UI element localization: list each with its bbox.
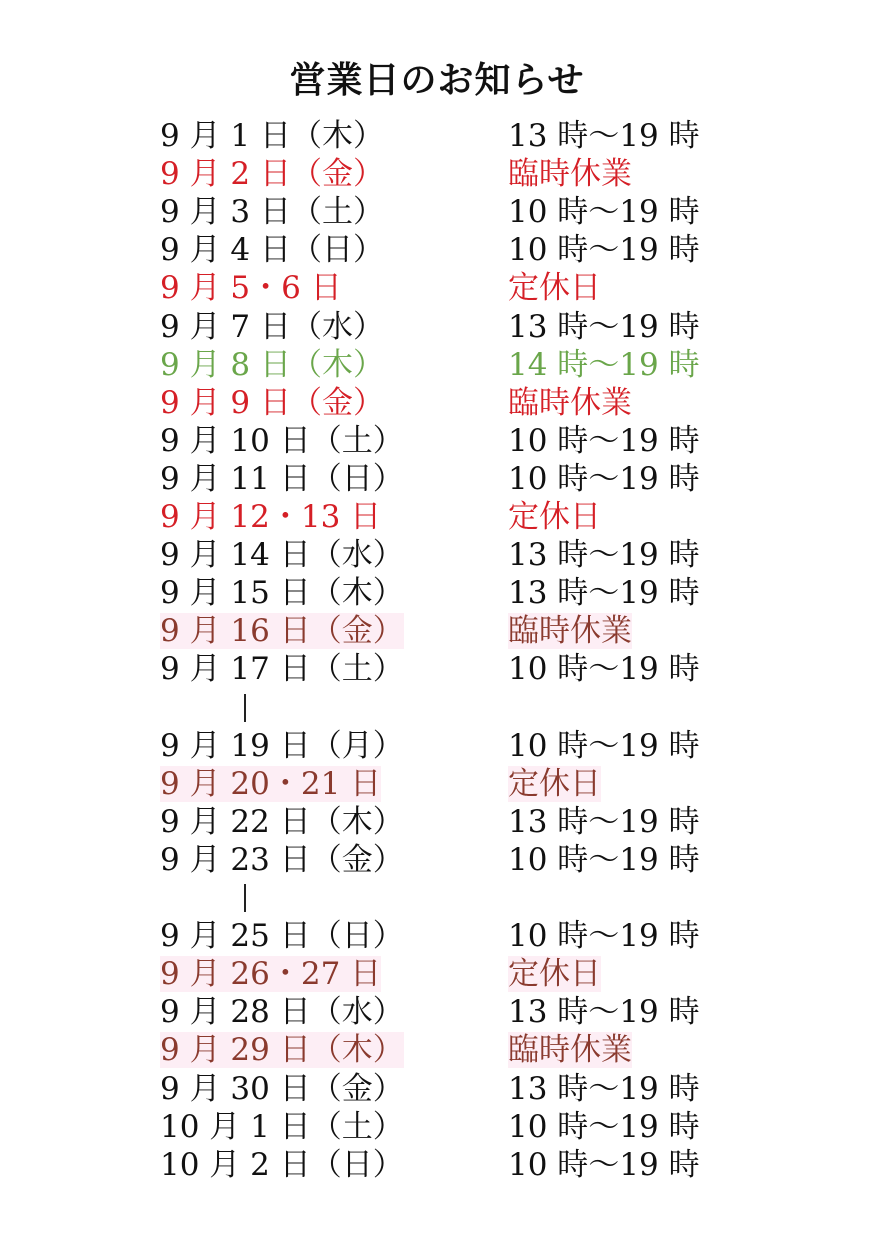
schedule-hours: 13 時〜19 時: [508, 994, 700, 1031]
schedule-date: 9 月 12・13 日: [160, 499, 382, 535]
schedule-row: [0, 994, 874, 1032]
schedule-row: [0, 918, 874, 956]
schedule-date: 9 月 10 日（土）: [160, 422, 404, 459]
schedule-hours: 10 時〜19 時: [508, 727, 700, 764]
schedule-row: [0, 423, 874, 461]
schedule-row: [0, 1147, 874, 1185]
schedule-date: 9 月 20・21 日: [160, 765, 382, 802]
schedule-hours: 定休日: [508, 270, 601, 307]
schedule-hours: 10 時〜19 時: [508, 422, 700, 459]
schedule-date: 9 月 23 日（金）: [160, 841, 404, 878]
schedule-date: 9 月 4 日（日）: [160, 232, 385, 269]
schedule-date: 9 月 9 日（金）: [160, 384, 385, 421]
schedule-row: [0, 728, 874, 766]
schedule-hours: 定休日: [508, 765, 601, 802]
schedule-date: 9 月 7 日（水）: [160, 308, 385, 345]
schedule-hours: 13 時〜19 時: [508, 308, 700, 345]
schedule-date: 9 月 26・27 日: [160, 956, 382, 993]
schedule-date: 9 月 22 日（木）: [160, 803, 404, 840]
schedule-date: 9 月 25 日（日）: [160, 918, 404, 955]
schedule-row: [0, 461, 874, 499]
schedule-date: 9 月 1 日（木）: [160, 118, 385, 154]
schedule-date: 9 月 3 日（土）: [160, 194, 385, 231]
schedule-hours: 10 時〜19 時: [508, 1108, 700, 1145]
schedule-hours: 13 時〜19 時: [508, 1070, 700, 1107]
schedule-hours: 10 時〜19 時: [508, 194, 700, 231]
page-title: 営業日のお知らせ: [289, 59, 585, 101]
schedule-hours: 10 時〜19 時: [508, 918, 700, 955]
schedule-hours: 定休日: [508, 499, 601, 535]
schedule-row: [0, 385, 874, 423]
schedule-row: [0, 156, 874, 194]
schedule-row: [0, 651, 874, 689]
schedule-hours: 臨時休業: [508, 384, 632, 421]
schedule-row: [0, 575, 874, 613]
schedule-date: 9 月 2 日（金）: [160, 156, 385, 193]
schedule-date: 9 月 8 日（木）: [160, 346, 385, 383]
schedule-row: [0, 270, 874, 308]
schedule-row: [0, 118, 874, 156]
schedule-row: [0, 194, 874, 232]
schedule-hours: 13 時〜19 時: [508, 803, 700, 840]
schedule-hours: 10 時〜19 時: [508, 460, 700, 497]
schedule-hours: 10 時〜19 時: [508, 651, 700, 688]
schedule-hours: 14 時〜19 時: [508, 346, 700, 383]
schedule-date: 9 月 11 日（日）: [160, 460, 404, 497]
date-range-separator: [0, 690, 874, 728]
schedule-row: [0, 842, 874, 880]
schedule-date: 9 月 30 日（金）: [160, 1070, 404, 1107]
schedule-row: [0, 537, 874, 575]
schedule-date: 9 月 28 日（水）: [160, 994, 404, 1031]
schedule-hours: 10 時〜19 時: [508, 841, 700, 878]
schedule-hours: 定休日: [508, 956, 601, 993]
date-range-separator: [0, 880, 874, 918]
schedule-date: 9 月 14 日（水）: [160, 537, 404, 574]
schedule-hours: 臨時休業: [508, 613, 632, 650]
schedule-hours: 臨時休業: [508, 1032, 632, 1069]
schedule-date: 10 月 2 日（日）: [160, 1146, 404, 1183]
schedule-date: 9 月 19 日（月）: [160, 727, 404, 764]
schedule-hours: 13 時〜19 時: [508, 118, 700, 154]
vertical-bar-separator: [244, 884, 246, 912]
schedule-date: 9 月 17 日（土）: [160, 651, 404, 688]
schedule-row: [0, 1032, 874, 1070]
schedule-row: [0, 499, 874, 537]
schedule-row: [0, 1071, 874, 1109]
schedule-hours: 10 時〜19 時: [508, 232, 700, 269]
schedule-hours: 13 時〜19 時: [508, 537, 700, 574]
schedule-date: 9 月 5・6 日: [160, 270, 342, 307]
schedule-hours: 臨時休業: [508, 156, 632, 193]
schedule-date: 10 月 1 日（土）: [160, 1108, 404, 1145]
schedule-date: 9 月 29 日（木）: [160, 1032, 404, 1069]
schedule-row: [0, 1109, 874, 1147]
schedule-row: [0, 613, 874, 651]
schedule-hours: 13 時〜19 時: [508, 575, 700, 612]
schedule-date: 9 月 16 日（金）: [160, 613, 404, 650]
schedule-row: [0, 232, 874, 270]
schedule-hours: 10 時〜19 時: [508, 1146, 700, 1183]
schedule-row: [0, 956, 874, 994]
schedule-row: [0, 347, 874, 385]
schedule-date: 9 月 15 日（木）: [160, 575, 404, 612]
schedule-row: [0, 309, 874, 347]
vertical-bar-separator: [244, 694, 246, 722]
schedule-row: [0, 804, 874, 842]
schedule-row: [0, 766, 874, 804]
